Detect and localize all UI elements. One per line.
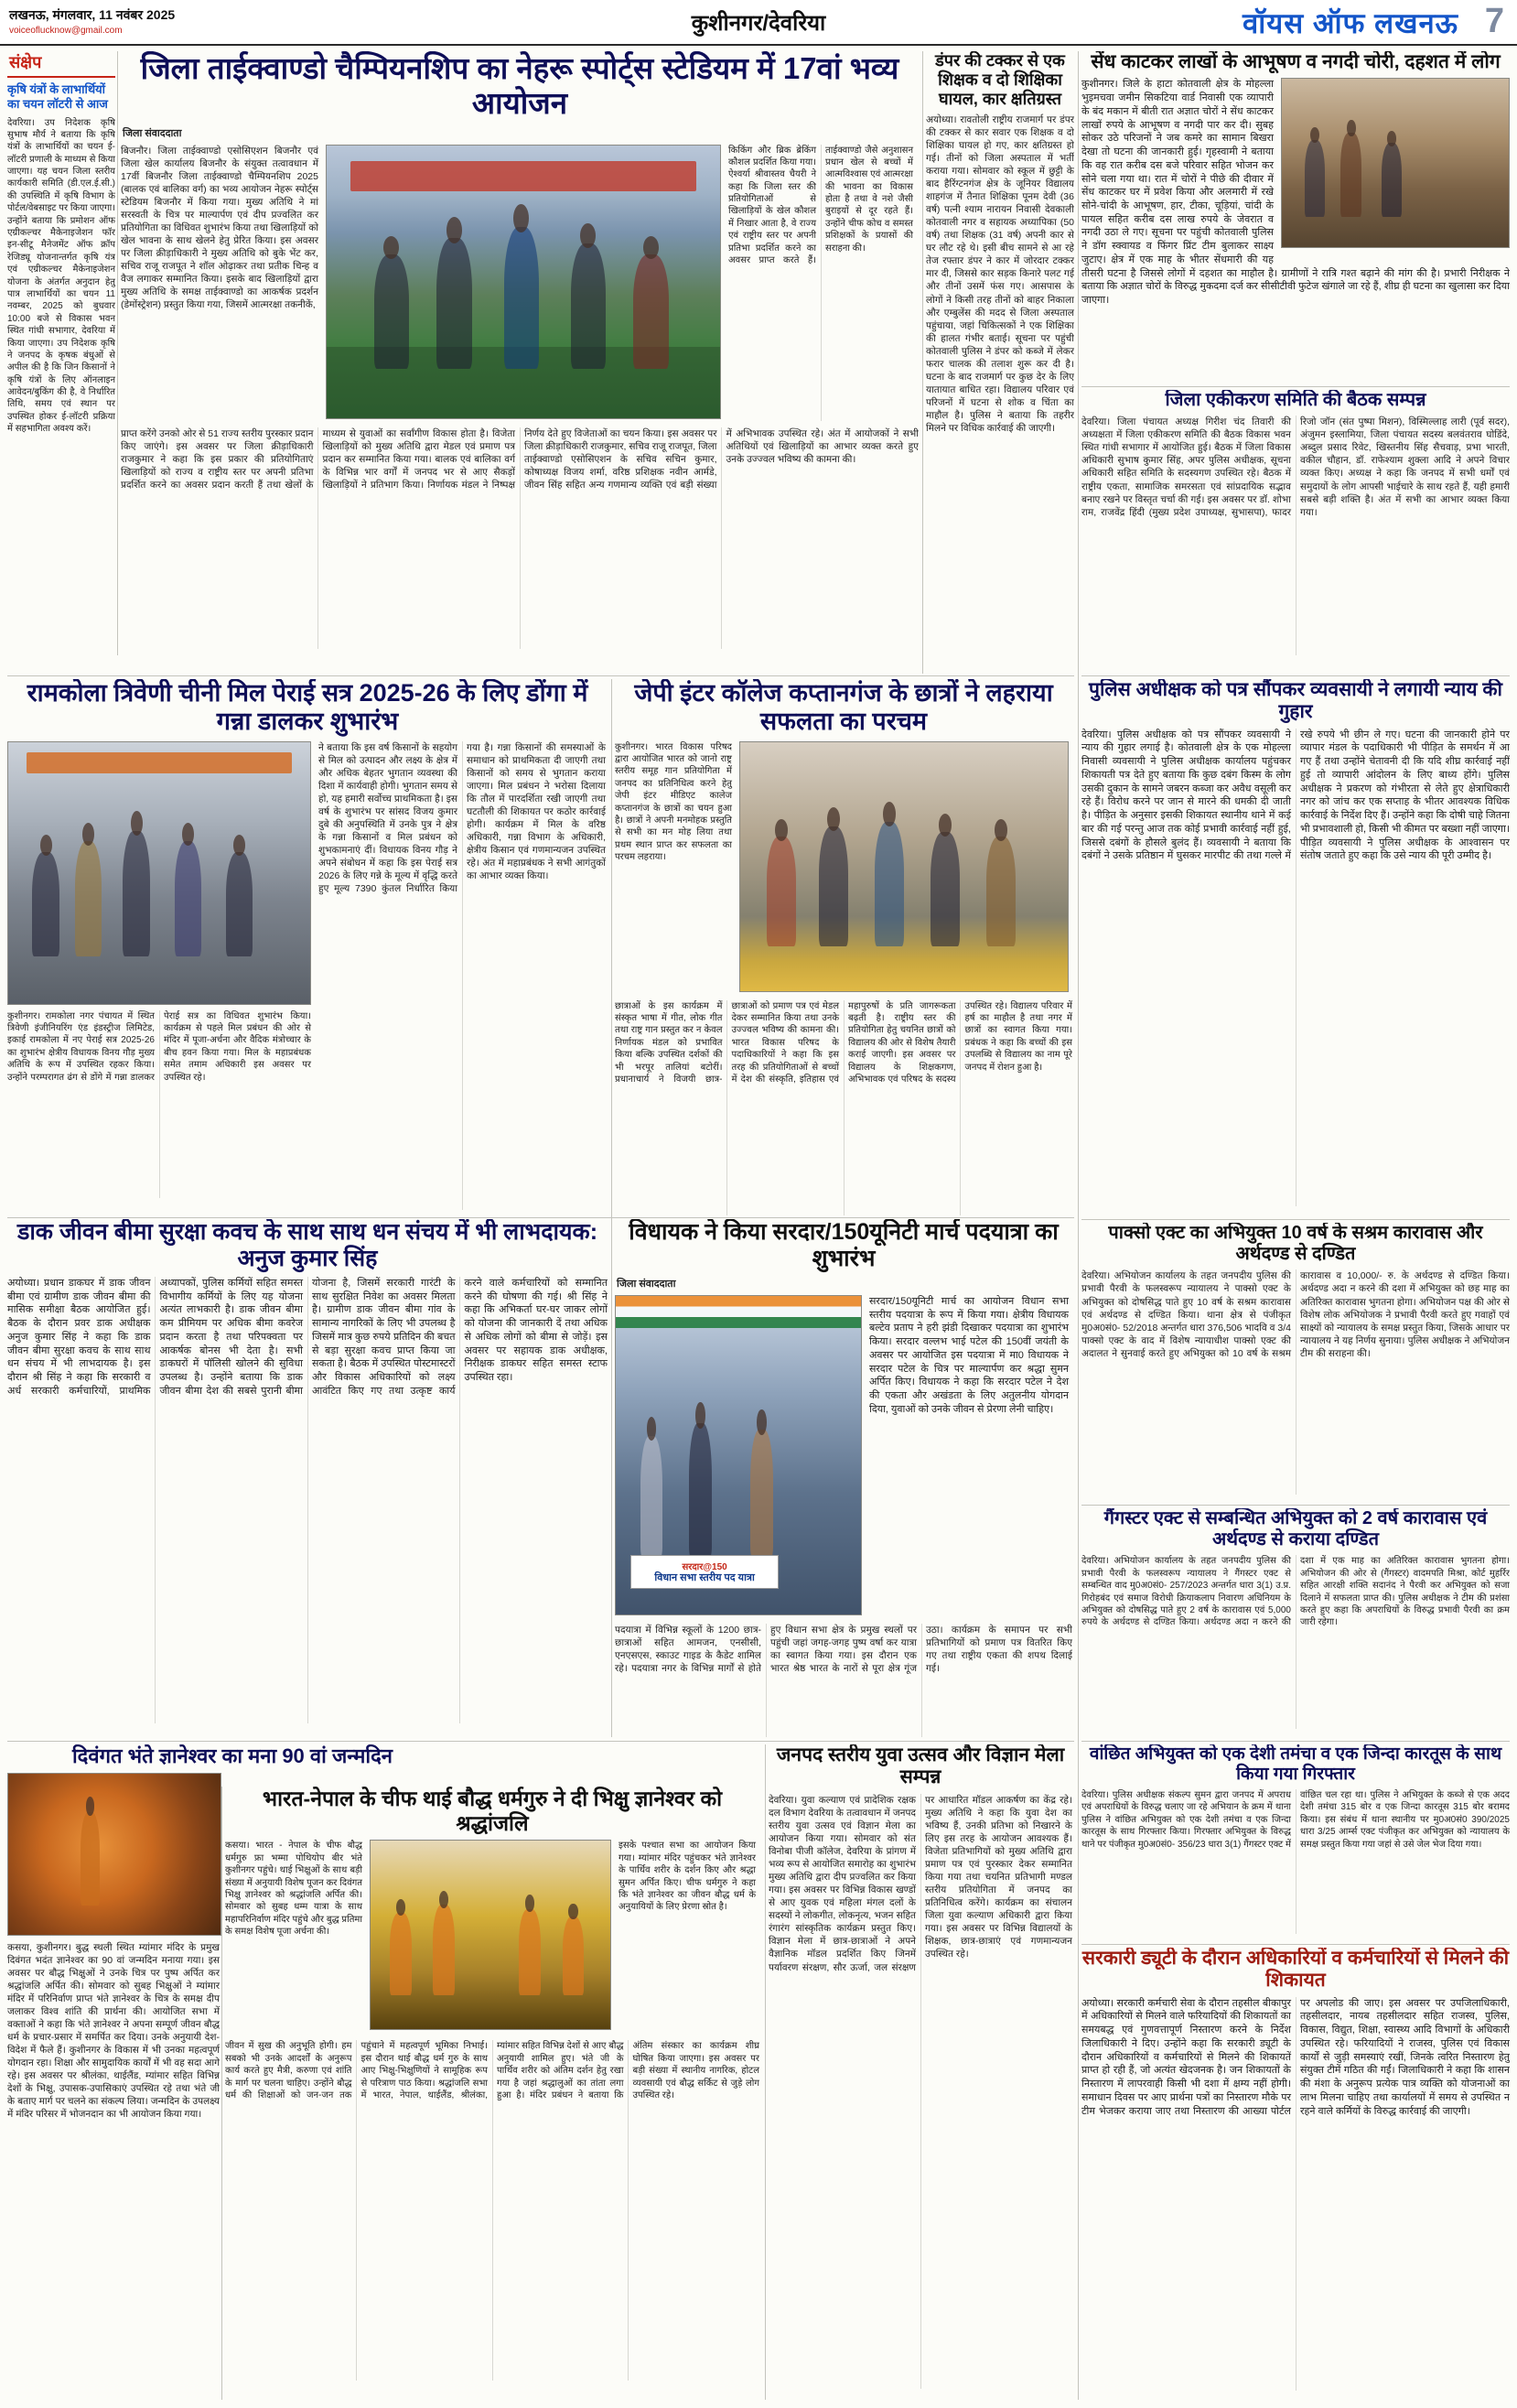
photo-figure — [374, 254, 410, 369]
photo-figure — [226, 852, 253, 956]
publication-email: voiceoflucknow@gmail.com — [9, 26, 123, 36]
article-sp-letter — [1081, 679, 1510, 1214]
article-headline: पाक्सो एक्ट का अभियुक्त 10 वर्ष के सश्रम कारावास और अर्थदण्ड से दण्डित — [1108, 1223, 1483, 1265]
article-headline: जिला ताईक्वाण्डो चैम्पियनशिप का नेहरू स्पोर्ट्स स्टेडियम में 17वां भव्य आयोजन — [140, 51, 899, 121]
masthead: वॉयस ऑफ लखनऊ — [1243, 7, 1458, 39]
article-body: देवरिया। युवा कल्याण एवं प्रादेशिक रक्षक दल विभाग देवरिया के तत्वावधान में जनपद स्तरीय युवा उत्सव एवं विज्ञान मेला का आयोजन किया गया। सोमवार को संत विनोबा पीजी कॉलेज, देवरिया के प्रांगण में भव्य रूप से आयोजित समारोह का शुभारंभ मुख्य अतिथि द्वारा दीप प्रज्वलित कर किया गया। इस अवसर पर विभिन्न विकास खण्डों से आए युवक एवं महिला मंगल दलों के सदस्यों ने लोकगीत, लोकनृत्य, भजन सहित रंगारंग सांस्कृतिक कार्यक्रम प्रस्तुत किए। विज्ञान मेला में छात्र-छात्राओं ने अपने वैज्ञानिक मॉडल प्रदर्शित किए जिनमें पर्यावरण संरक्षण, सौर ऊर्जा, जल संरक्षण पर आधारित मॉडल आकर्षण का केंद्र रहे। मुख्य अतिथि ने कहा कि युवा देश का भविष्य हैं, उनकी प्रतिभा को निखारने के लिए इस तरह के आयोजन आवश्यक हैं। विजेता प्रतिभागियों को मुख्य अतिथि द्वारा प्रमाण पत्र एवं पुरस्कार देकर सम्मानित किया गया तथा चयनित प्रतिभागी मण्डल स्तरीय प्रतियोगिता में जनपद का प्रतिनिधित्व करेंगे। कार्यक्रम का संचालन जिला युवा कल्याण अधिकारी द्वारा किया गया। इस अवसर पर विभिन्न विद्यालयों के शिक्षक, छात्र-छात्राएं एवं गणमान्यजन उपस्थित रहे। — [769, 1794, 1072, 1973]
article-byline: जिला संवाददाता — [617, 1279, 676, 1290]
article-body: देवरिया। पुलिस अधीक्षक को पत्र सौंपकर व्यवसायी ने न्याय की गुहार लगाई है। कोतवाली क्षेत्र के एक मोहल्ला निवासी व्यवसायी ने पुलिस अधीक्षक कार्यालय पहुंचकर शिकायती पत्र देते हुए बताया कि कुछ दबंग किस्म के लोग उसकी दुकान के सामने जबरन कब्जा कर अवैध वसूली कर रहे हैं। विरोध करने पर जान से मारने की धमकी दी जाती है। पीड़ित के अनुसार इसकी शिकायत स्थानीय थाने में कई बार की गई परन्तु आज तक कोई प्रभावी कार्रवाई नहीं हुई, जिससे दबंगों के हौसले बुलंद हैं। व्यवसायी ने बताया कि दबंगों ने उसके प्रतिष्ठान में घुसकर मारपीट की तथा गल्ले में रखे रुपये भी छीन ले गए। घटना की जानकारी होने पर व्यापार मंडल के पदाधिकारी भी पीड़ित के समर्थन में आ गए हैं तथा उन्होंने चेतावनी दी कि यदि शीघ्र कार्रवाई नहीं हुई तो व्यापारी आंदोलन के लिए बाध्य होंगे। पुलिस अधीक्षक ने प्रकरण को गंभीरता से लेते हुए क्षेत्राधिकारी नगर को जांच कर एक सप्ताह के भीतर आवश्यक विधिक कार्रवाई के निर्देश दिए हैं। उन्होंने कहा कि दोषी चाहे जितना भी प्रभावशाली हो, किसी भी कीमत पर बख्शा नहीं जाएगा। पीड़ित व्यवसायी ने पुलिस अधीक्षक के आश्वासन पर संतोष जताते हुए कहा कि उसे न्याय की पूरी उम्मीद है। — [1081, 729, 1510, 862]
taekwondo-photo — [326, 145, 721, 419]
article-headline: जेपी इंटर कॉलेज कप्तानगंज के छात्रों ने लहराया सफलता का परचम — [634, 679, 1053, 736]
photo-figure — [75, 841, 102, 956]
divider — [7, 1217, 1074, 1218]
article-body: किकिंग और ब्रिक ब्रेकिंग कौशल प्रदर्शित किया गया। ऐश्वर्या श्रीवास्तव चैयरी ने कहा कि जिला स्तर की प्रतियोगिताओं से खिलाड़ियों के खेल कौशल में निखार आता है, वे राज्य एवं राष्ट्रीय स्तर पर अपनी प्रतिभा प्रदर्शित करने का अवसर प्राप्त करते हैं। ताईक्वाण्डो जैसे अनुशासन प्रधान खेल से बच्चों में आत्मविश्वास एवं आत्मरक्षा की भावना का विकास होता है तथा वे नशे जैसी बुराइयों से दूर रहते हैं। उन्होंने चीफ कोच व समस्त प्रशिक्षकों के प्रयासों की सराहना की। — [728, 145, 913, 266]
banner-subtitle: विधान सभा स्तरीय पद यात्रा — [654, 1571, 755, 1583]
article-body: अयोध्या। प्रधान डाकघर में डाक जीवन बीमा एवं ग्रामीण डाक जीवन बीमा की मासिक समीक्षा बैठक आयोजित हुई। बैठक के दौरान प्रवर डाक अधीक्षक अनुज कुमार सिंह ने कहा कि डाक जीवन बीमा सुरक्षा कवच के साथ साथ धन संचय में भी लाभदायक है। इस दौरान श्री सिंह ने कहा कि सरकारी व अर्ध सरकारी कर्मचारियों, प्राथमिक अध्यापकों, पुलिस कर्मियों सहित समस्त विभागीय कर्मियों के लिए यह योजना अत्यंत लाभकारी है। डाक जीवन बीमा कम प्रीमियम पर अधिक बीमा कवरेज प्रदान करता है तथा परिपक्वता पर आकर्षक बोनस भी देता है। सभी डाकघरों में पॉलिसी खोलने की सुविधा उपलब्ध है। उन्होंने बताया कि डाक जीवन बीमा देश की सबसे पुरानी बीमा योजना है, जिसमें सरकारी गारंटी के साथ सुरक्षित निवेश का अवसर मिलता है। ग्रामीण डाक जीवन बीमा गांव के सामान्य नागरिकों के लिए भी उपलब्ध है जिसमें मात्र कुछ रुपये प्रतिदिन की बचत से बड़ा सुरक्षा कवच प्राप्त किया जा सकता है। बैठक में उपस्थित पोस्टमास्टरों और विकास अधिकारियों को लक्ष्य आवंटित किए गए तथा उत्कृष्ट कार्य करने वाले कर्मचारियों को सम्मानित करने की घोषणा की गई। श्री सिंह ने कहा कि अभिकर्ता घर-घर जाकर लोगों को योजना की जानकारी दें तथा अधिक से अधिक लोगों को बीमा से जोड़ें। इस अवसर पर सहायक डाक अधीक्षक, निरीक्षक डाकघर सहित समस्त स्टाफ उपस्थित रहा। — [7, 1278, 608, 1397]
banner-title: सरदार@150 — [682, 1561, 727, 1572]
divider — [1081, 386, 1510, 387]
article-byline: जिला संवाददाता — [123, 127, 182, 139]
article-body: अयोध्या। रावतोली राष्ट्रीय राजमार्ग पर डंपर की टक्कर से कार सवार एक शिक्षक व दो शिक्षिका घायल हो गए, कार क्षतिग्रस्त हो गई। तीनों को जिला अस्पताल में भर्ती कराया गया। सोमवार को स्कूल में छुट्टी के बाद हैरिंग्टनगंज क्षेत्र के जूनियर विद्यालय शाहगंज में तैनात शिक्षिका पूनम देवी (36 वर्ष) पत्नी श्याम नारायन निवासी देवकाली कोतवाली नगर व सहायक अध्यापिका (50 वर्ष) तथा शिक्षक (31 वर्ष) अपनी कार से घर लौट रहे थे। इसी बीच सामने से आ रहे तेज रफ्तार डंपर ने कार में जोरदार टक्कर मार दी, जिससे कार सड़क किनारे पलट गई और तीनों उसमें फंस गए। आसपास के लोगों ने किसी तरह तीनों को बाहर निकाला और एम्बुलेंस की मदद से जिला अस्पताल पहुंचाया, जहां चिकित्सकों ने एक शिक्षिका की हालत गंभीर बताई। सूचना पर पहुंची कोतवाली पुलिस ने डंपर को कब्जे में लेकर फरार चालक की तलाश शुरू कर दी है। घटना के बाद राजमार्ग पर कुछ देर के लिए यातायात बाधित रहा। विद्यालय परिवार एवं परिजनों में घटना से शोक व चिंता का माहौल है। पुलिस ने बताया कि तहरीर मिलने पर विधिक कार्रवाई की जाएगी। — [926, 113, 1074, 435]
article-body: कुशीनगर। रामकोला नगर पंचायत में स्थित त्रिवेणी इंजीनियरिंग एंड इंडस्ट्रीज लिमिटेड, इकाई रामकोला में नए पेराई सत्र 2025-26 का शुभारंभ क्षेत्रीय विधायक विनय गौड़ मुख्य अतिथि के रूप में उपस्थित रहकर किया। उन्होंने परम्परागत ढंग से डोंगे में गन्ना डालकर पेराई सत्र का विधिवत शुभारंभ किया। कार्यक्रम से पहले मिल प्रबंधन की ओर से मंदिर में पूजा-अर्चना और वैदिक मंत्रोच्चार के बीच हवन किया गया। मिल के महाप्रबंधक समेत तमाम अधिकारी इस अवसर पर उपस्थित रहे। — [7, 1010, 311, 1083]
article-headline: सेंध काटकर लाखों के आभूषण व नगदी चोरी, दहशत में लोग — [1091, 51, 1501, 72]
photo-banner-decor — [350, 161, 696, 191]
divider — [1081, 1944, 1510, 1945]
photo-figure — [931, 832, 960, 946]
article-headline: जनपद स्तरीय युवा उत्सव और विज्ञान मेला सम्पन्न — [776, 1744, 1065, 1788]
divider — [1078, 51, 1079, 2400]
article-headline: गैंगस्टर एक्ट से सम्बन्धित अभियुक्त को 2 वर्ष कारावास एवं अर्थदण्ड से कराया दण्डित — [1103, 1508, 1488, 1550]
article-gangster — [1081, 1508, 1510, 1737]
photo-figure — [1340, 133, 1361, 217]
photo-figure — [633, 254, 669, 369]
photo-figure — [986, 837, 1016, 946]
article-body: कुशीनगर। भारत विकास परिषद द्वारा आयोजित भारत को जानो राष्ट्र स्तरीय समूह गान प्रतियोगिता में जनपद का प्रतिनिधित्व करने हेतु जेपी इंटर मीडिएट कालेज कप्तानगंज के छात्रों का चयन हुआ है। छात्रों ने अपनी मनमोहक प्रस्तुति से सभी का मन मोह लिया तथा प्रथम स्थान प्राप्त कर सफलता का परचम लहराया। — [615, 741, 732, 863]
page-number: 7 — [1484, 2, 1504, 40]
brief-label: संक्षेप — [7, 51, 115, 78]
tribute-ritual-photo — [370, 1840, 611, 2030]
article-body: प्राप्त करेंगे उनको ओर से 51 राज्य स्तरीय पुरस्कार प्रदान किए जाएंगे। इस अवसर पर जिला क्रीड़ाधिकारी राजकुमार ने कहा कि इस प्रकार की प्रतियोगिताएं खिलाड़ियों को राज्य व राष्ट्रीय स्तर पर अपनी प्रतिभा प्रदर्शित करने का अवसर प्रदान करती हैं तथा खेलों के माध्यम से युवाओं का सर्वांगीण विकास होता है। विजेता खिलाड़ियों को मुख्य अतिथि द्वारा मेडल एवं प्रमाण पत्र प्रदान कर सम्मानित किया गया। बालक एवं बालिका वर्ग के विभिन्न भार वर्गों में जनपद भर से आए सैकड़ों खिलाड़ियों ने प्रतिभाग किया। निर्णायक मंडल ने निष्पक्ष निर्णय देते हुए विजेताओं का चयन किया। इस अवसर पर जिला क्रीड़ाधिकारी राजकुमार, सचिव राजू राजपूत, जिला ताईक्वाण्डो एसोसिएशन के सचिव सचिन कुमार, कोषाध्यक्ष विजय शर्मा, वरिष्ठ प्रशिक्षक नवीन आर्मडे, जीवन सिंह सहित अन्य गणमान्य व्यक्ति एवं बड़ी संख्या में अभिभावक उपस्थित रहे। अंत में आयोजकों ने सभी अतिथियों एवं खिलाड़ियों का आभार व्यक्त करते हुए उनके उज्ज्वल भविष्य की कामना की। — [121, 427, 919, 491]
article-brief — [7, 51, 115, 655]
header-rule — [0, 44, 1517, 46]
article-headline: डंपर की टक्कर से एक शिक्षक व दो शिक्षिका घायल, कार क्षतिग्रस्त — [935, 51, 1065, 108]
article-headline: वांछित अभियुक्त को एक देशी तमंचा व एक जिन्दा कारतूस के साथ किया गया गिरफ्तार — [1089, 1744, 1502, 1785]
photo-figure — [640, 1436, 662, 1557]
article-ramkola — [7, 679, 608, 1215]
article-body: सरदार/150यूनिटी मार्च का आयोजन विधान सभा स्तरीय पदयात्रा के रूप में किया गया। क्षेत्रीय विधायक बल्टेव प्रताप ने हरी झंडी दिखाकर पदयात्रा का शुभारंभ किया। सरदार वल्लभ भाई पटेल की 150वीं जयंती के अवसर पर आयोजित इस पदयात्रा में मा0 विधायक ने सरदार पटेल के चित्र पर माल्यार्पण कर श्रद्धा सुमन अर्पित किए। विधायक ने कहा कि सरदार पटेल ने देश की एकता और अखंडता के लिए अतुलनीय योगदान दिया, युवाओं को उनके जीवन से प्रेरणा लेनी चाहिए। — [869, 1296, 1069, 1415]
divider — [1081, 1741, 1510, 1742]
photo-figure — [32, 852, 59, 956]
photo-figure — [390, 1913, 412, 1996]
article-headline: भारत-नेपाल के चीफ थाई बौद्ध धर्मगुरु ने दी भिक्षु ज्ञानेश्वर को श्रद्धांजलि — [262, 1787, 723, 1835]
article-body: ने बताया कि इस वर्ष किसानों के सहयोग से मिल को उत्पादन और लक्ष्य के क्षेत्र में और अधिक बेहतर भुगतान व्यवस्था की दिशा में कार्यवाही होगी। भुगतान समय से हो, यह हमारी सर्वोच्च प्राथमिकता है। इस वर्ष के शुभारंभ पर सांसद विजय कुमार दुबे की अनुपस्थिति में उनके पुत्र ने क्षेत्र के गन्ना किसानों व मिल प्रबंधन को शुभकामनाएं दीं। विधायक विनय गौड़ ने अपने संबोधन में कहा कि इस पेराई सत्र 2026 के लिए गन्ने के मूल्य में वृद्धि करते हुए मूल्य 7390 कुंतल निर्धारित किया गया है। गन्ना किसानों की समस्याओं के समाधान को प्राथमिकता दी जाएगी तथा किसानों को समय से भुगतान कराया जाएगा। मिल प्रबंधन ने भरोसा दिलाया कि तौल में पारदर्शिता रखी जाएगी तथा घटतौली की शिकायत पर कठोर कार्रवाई होगी। कार्यक्रम में मिल के वरिष्ठ अधिकारी, गन्ना विभाग के अधिकारी, क्षेत्रीय किसान एवं गणमान्यजन उपस्थित रहे। अंत में महाप्रबंधक ने सभी आगंतुकों का आभार व्यक्त किया। — [318, 741, 606, 895]
photo-figure — [1305, 140, 1325, 218]
photo-figure — [433, 1905, 455, 1995]
article-body: देवरिया। अभियोजन कार्यालय के तहत जनपदीय पुलिस की प्रभावी पैरवी के फलस्वरूप न्यायालय ने गैंगस्टर एक्ट से सम्बन्धित वाद मु0अ0सं0- 257/2023 अन्तर्गत धारा 3(1) उ.प्र. गिरोहबंद एवं समाज विरोधी क्रियाकलाप निवारण अधिनियम के अभियुक्त को दोषसिद्ध पाते हुए 2 वर्ष के कारावास एवं 5,000 रुपये के अर्थदण्ड से दण्डित किया। अर्थदण्ड अदा न करने की दशा में एक माह का अतिरिक्त कारावास भुगतना होगा। अभियोजन की ओर से (गैंगस्टर) वादमपति मिश्रा, कोर्ट मुहर्रिर सहित आरक्षी शक्ति सदानंद ने पैरवी कर अभियुक्त को सजा दिलाने में सफलता प्राप्त की। पुलिस अधीक्षक ने टीम की प्रशंसा करते हुए कहा कि अपराधियों के विरुद्ध प्रभावी पैरवी का क्रम जारी रहेगा। — [1081, 1556, 1510, 1628]
article-dumper — [926, 51, 1074, 674]
divider — [7, 1741, 1074, 1742]
article-body: जीवन में सुख की अनुभूति होगी। हम सबको भी उनके आदर्शों के अनुरूप कार्य करते हुए मैत्री, करुणा एवं शांति के मार्ग पर चलना चाहिए। उन्होंने बौद्ध धर्म की शिक्षाओं को जन-जन तक पहुंचाने में महत्वपूर्ण भूमिका निभाई। इस दौरान थाई बौद्ध धर्म गुरु के साथ आए भिक्षु-भिक्षुणियों ने सामूहिक रूप से परित्राण पाठ किया। श्रद्धांजलि सभा में भारत, नेपाल, थाईलैंड, श्रीलंका, म्यांमार सहित विभिन्न देशों से आए बौद्ध अनुयायी शामिल हुए। भंते जी के पार्थिव शरीर को अंतिम दर्शन हेतु रखा गया है जहां श्रद्धालुओं का तांता लगा हुआ है। मंदिर प्रबंधन ने बताया कि अंतिम संस्कार का कार्यक्रम शीघ्र घोषित किया जाएगा। इस अवसर पर बड़ी संख्या में स्थानीय नागरिक, होटल व्यवसायी एवं बौद्ध सर्किट से जुड़े लोग उपस्थित रहे। — [225, 2041, 759, 2100]
photo-figure — [504, 227, 540, 369]
article-body: पदयात्रा में विभिन्न स्कूलों के 1200 छात्र-छात्राओं सहित आमजन, एनसीसी, एनएसएस, स्काउट गाइड के कैडेट शामिल रहे। पदयात्रा नगर के विभिन्न मार्गों से होते हुए विधान सभा क्षेत्र के प्रमुख स्थलों पर पहुंची जहां जगह-जगह पुष्प वर्षा कर यात्रा का स्वागत किया गया। इस दौरान एक भारत श्रेष्ठ भारत के नारों से पूरा क्षेत्र गूंज उठा। कार्यक्रम के समापन पर सभी प्रतिभागियों को प्रमाण पत्र वितरित किए गए तथा राष्ट्रीय एकता की शपथ दिलाई गई। — [615, 1625, 1072, 1675]
photo-figure — [1382, 143, 1402, 217]
sugar-mill-photo — [7, 741, 311, 1005]
article-headline: डाक जीवन बीमा सुरक्षा कवच के साथ साथ धन संचय में भी लाभदायक: अनुज कुमार सिंह — [16, 1219, 598, 1271]
article-taekwondo — [121, 51, 919, 674]
article-body: देवरिया। अभियोजन कार्यालय के तहत जनपदीय पुलिस की प्रभावी पैरवी के फलस्वरूप न्यायालय ने पाक्सो एक्ट के अभियुक्त को दोषसिद्ध पाते हुए 10 वर्ष के सश्रम कारावास एवं अर्थदण्ड से दण्डित किया। थाना क्षेत्र से पंजीकृत मु0अ0सं0- 52/2018 अन्तर्गत धारा 376,506 भादवि व 3/4 पाक्सो एक्ट के वाद में विशेष न्यायाधीश पाक्सो एक्ट की अदालत ने सुनवाई करते हुए अभियुक्त को 10 वर्ष के सश्रम कारावास व 10,000/- रु. के अर्थदण्ड से दण्डित किया। अर्थदण्ड अदा न करने की दशा में अभियुक्त को छह माह का अतिरिक्त कारावास भुगतना होगा। अभियोजन पक्ष की ओर से विशेष लोक अभियोजक ने प्रभावी पैरवी करते हुए गवाहों एवं साक्ष्यों को न्यायालय के समक्ष प्रस्तुत किया, जिसके आधार पर न्यायालय ने यह निर्णय सुनाया। पुलिस अधीक्षक ने अभियोजन टीम की सराहना की। — [1081, 1270, 1510, 1359]
photo-figure — [750, 1430, 772, 1557]
photo-figure — [571, 243, 607, 369]
article-pocso — [1081, 1223, 1510, 1501]
edition-date: लखनऊ, मंगलवार, 11 नवंबर 2025 — [9, 7, 176, 22]
students-group-photo — [739, 741, 1069, 992]
page-header — [0, 0, 1517, 44]
divider — [117, 51, 118, 655]
article-body: छात्राओं के इस कार्यक्रम में संस्कृत भाषा में गीत, लोक गीत तथा राष्ट्र गान प्रस्तुत कर न केवल निर्णायक मंडल को प्रभावित किया बल्कि उपस्थित दर्शकों की भी भरपूर तालियां बटोरीं। प्रधानाचार्य ने विजयी छात्र-छात्राओं को प्रमाण पत्र एवं मेडल देकर सम्मानित किया तथा उनके उज्ज्वल भविष्य की कामना की। भारत विकास परिषद के पदाधिकारियों ने कहा कि इस तरह की प्रतियोगिताओं से बच्चों में देश की संस्कृति, इतिहास एवं महापुरुषों के प्रति जागरूकता बढ़ती है। राष्ट्रीय स्तर की प्रतियोगिता हेतु चयनित छात्रों को विद्यालय की ओर से विशेष तैयारी कराई जाएगी। इस अवसर पर विद्यालय के शिक्षकगण, अभिभावक एवं परिषद के सदस्य उपस्थित रहे। विद्यालय परिवार में हर्ष का माहौल है तथा नगर में छात्रों का स्वागत किया गया। प्रबंधक ने कहा कि बच्चों की इस उपलब्धि से विद्यालय का नाम पूरे जनपद में रोशन हुआ है। — [615, 1000, 1072, 1085]
article-body: कुशीनगर। जिले के हाटा कोतवाली क्षेत्र के मोहल्ला भुइमचवा जमीन सिकटिया वार्ड निवासी एक व्यापारी के बंद मकान में बीती रात अज्ञात चोरों ने सेंध काटकर लाखों रुपये के आभूषण व नगदी पार कर दी। सुबह सोकर उठे परिजनों ने जब कमरे का सामान बिखरा देखा तो घटना की जानकारी हुई। गृहस्वामी ने बताया कि वह रात करीब दस बजे परिवार सहित भोजन कर सोने चला गया था। रात में चोरों ने पीछे की दीवार में सेंध काटकर घर में प्रवेश किया और अलमारी में रखे सोने-चांदी के आभूषण, हार, टीका, चूड़ियां, चांदी के पायल सहित करीब दस लाख रुपये के जेवरात व नगदी उठा ले गए। सूचना पर पहुंची कोतवाली पुलिस ने डॉग स्क्वायड व फिंगर प्रिंट टीम बुलाकर साक्ष्य जुटाए। क्षेत्र में एक माह के भीतर सेंधमारी की यह तीसरी घटना है जिससे लोगों में दहशत का माहौल है। ग्रामीणों ने रात्रि गश्त बढ़ाने की मांग की है। प्रभारी निरीक्षक ने बताया कि अज्ञात चोरों के विरुद्ध मुकदमा दर्ज कर सीसीटीवी फुटेज खंगाले जा रहे हैं, शीघ्र ही घटना का खुलासा कर दिया जाएगा। — [1081, 79, 1510, 307]
divider — [611, 679, 612, 1737]
divider — [765, 1744, 766, 2400]
article-body: बिजनौर। जिला ताईक्वाण्डो एसोसिएशन बिजनौर एवं जिला खेल कार्यालय बिजनौर के संयुक्त तत्वावधान में 17वीं बिजनौर जिला ताईक्वाण्डो चैम्पियनशिप 2025 (बालक एवं बालिका वर्ग) का भव्य आयोजन नेहरू स्पोर्ट्स स्टेडियम बिजनौर में किया गया। मुख्य अतिथि ने मां सरस्वती के चित्र पर माल्यार्पण एवं दीप प्रज्वलित कर प्रतियोगिता का विधिवत शुभारंभ किया तथा खिलाड़ियों को खेल भावना के साथ खेलने हेतु प्रेरित किया। इस अवसर पर जिला क्रीड़ाधिकारी ने मुख्य अतिथि को बुके भेंट कर, सचिव राजू राजपूत ने शॉल ओढ़ाकर तथा प्रतीक चिन्ह व वैज लगाकर सम्मानित किया। इसके बाद खिलाड़ियों द्वारा मुख्य अतिथि के समक्ष ताईक्वाण्डो का आकर्षक प्रदर्शन (डेमोंस्ट्रेशन) प्रस्तुत किया गया, जिसमें आत्मरक्षा तकनीकें, — [121, 145, 318, 311]
tricolor-flag-decor — [616, 1296, 861, 1328]
divider — [7, 675, 1074, 676]
section-title: कुशीनगर/देवरिया — [691, 11, 826, 36]
divider — [221, 1787, 222, 2400]
article-jp-college — [615, 679, 1072, 1215]
photo-figure — [689, 1423, 711, 1557]
photo-figure — [123, 831, 150, 956]
article-theft — [1081, 51, 1510, 383]
march-banner — [630, 1555, 779, 1589]
divider — [1081, 675, 1510, 676]
photo-figure — [519, 1909, 541, 1996]
article-postal — [7, 1219, 608, 1737]
theft-scene-photo — [1281, 78, 1510, 248]
article-body: देवरिया। पुलिस अधीक्षक संकल्प सुमन द्वारा जनपद में अपराध एवं अपराधियों के विरुद्ध चलाए जा रहे अभियान के क्रम में थाना पुलिस ने वांछित अभियुक्त को एक देशी तमंचा व एक जिन्दा कारतूस के साथ गिरफ्तार किया। गिरफ्तार अभियुक्त के विरुद्ध थाने पर पंजीकृत मु0अ0सं0- 356/23 धारा 3(1) गैंगस्टर एक्ट में वांछित चल रहा था। पुलिस ने अभियुक्त के कब्जे से एक अदद देशी तमंचा 315 बोर व एक जिन्दा कारतूस 315 बोर बरामद किया। इस संबंध में थाना स्थानीय पर मु0अ0सं0 390/2025 धारा 3/25 आर्म्स एक्ट पंजीकृत कर अभियुक्त को न्यायालय के समक्ष प्रस्तुत किया गया जहां से उसे जेल भेज दिया गया। — [1081, 1790, 1510, 1850]
photo-figure — [81, 1812, 100, 1906]
monk-portrait-photo — [7, 1773, 221, 1936]
photo-figure — [175, 841, 202, 956]
article-body: अयोध्या। सरकारी कर्मचारी सेवा के दौरान तहसील बीकापुर में अधिकारियों से मिलने वाले फरियादियों की शिकायतों का समयबद्ध एवं गुणवत्तापूर्ण निस्तारण करने के निर्देश जिलाधिकारी ने दिए। उन्होंने कहा कि सरकारी ड्यूटी के दौरान अधिकारियों व कर्मचारियों से मिलने की शिकायतें प्राप्त हो रही हैं, जो अत्यंत खेदजनक है। जन शिकायतों के निस्तारण में लापरवाही किसी भी दशा में क्षम्य नहीं होगी। समाधान दिवस पर आए प्रार्थना पत्रों का निस्तारण मौके पर टीम भेजकर कराया जाए तथा निस्तारण की आख्या पोर्टल पर अपलोड की जाए। इस अवसर पर उपजिलाधिकारी, तहसीलदार, नायब तहसीलदार सहित राजस्व, पुलिस, विकास, विद्युत, शिक्षा, स्वास्थ्य आदि विभागों के अधिकारी उपस्थित रहे। फरियादियों ने राजस्व, पुलिस एवं विकास कार्यों से जुड़ी समस्याएं रखीं, जिनके त्वरित निस्तारण हेतु संयुक्त टीमें गठित की गईं। जिलाधिकारी ने कहा कि शासन की मंशा के अनुरूप प्रत्येक पात्र व्यक्ति को योजनाओं का लाभ मिलना चाहिए तथा कार्यालयों में समय से उपस्थित न रहने वाले कर्मियों के विरुद्ध कार्रवाई की जाएगी। — [1081, 1997, 1510, 2117]
photo-figure — [767, 837, 796, 946]
article-wanted — [1081, 1744, 1510, 1940]
divider — [922, 51, 923, 674]
photo-figure — [436, 238, 472, 369]
article-body: देवरिया। उप निदेशक कृषि सुभाष मौर्य ने बताया कि कृषि यंत्रों के लाभार्थियों का चयन ई-लॉटरी प्रणाली के माध्यम से किया जाएगा। यह चयन जिला स्तरीय कार्यकारी समिति (डी.एल.ई.सी.) की उपस्थिति में कृषि विभाग के पोर्टल/वेबसाइट पर किया जाएगा। उन्होंने बताया कि प्रमोशन ऑफ एग्रीकल्चर मैकेनाइजेशन फॉर इन-सीटू मैनेजमेंट ऑफ क्रॉप रेजिड्यू योजनान्तर्गत कृषि यंत्र एवं एग्रीकल्चर मैकेनाइजेशन योजना के अंतर्गत अनुदान हेतु पात्र लाभार्थियों का चयन 11 नवम्बर, 2025 को बुधवार 10:00 बजे से विकास भवन स्थित गांधी सभागार, देवरिया में किया जाएगा। उप निदेशक कृषि ने जनपद के कृषक बंधुओं से अपील की है कि जिन किसानों ने कृषि यंत्रों के लिए ऑनलाइन आवेदन/बुकिंग की है, वे निर्धारित तिथि, समय एवं स्थान पर उपस्थित होकर ई-लॉटरी प्रक्रिया में सहभागिता अवश्य करें। — [7, 117, 115, 435]
article-body: इसके पश्चात सभा का आयोजन किया गया। म्यांमार मंदिर पहुंचकर भंते ज्ञानेश्वर के पार्थिव शरीर के दर्शन किए और श्रद्धा सुमन अर्पित किए। चीफ धर्मगुरु ने कहा कि भंते ज्ञानेश्वर का जीवन बौद्ध धर्म के अनुयायियों के लिए प्रेरणा स्रोत है। — [619, 1841, 756, 1913]
article-body: देवरिया। जिला पंचायत अध्यक्ष गिरीश चंद तिवारी की अध्यक्षता में जिला एकीकरण समिति की बैठक विकास भवन स्थित गांधी सभागार में आयोजित हुई। बैठक में जिला विकास अधिकारी सुभाष कुमार सिंह, अपर पुलिस अधीक्षक, सूचना अधिकारी सहित समिति के सदस्यगण उपस्थित रहे। बैठक में राष्ट्रीय एकता, सामाजिक समरसता एवं सांप्रदायिक सद्भाव बनाए रखने पर विस्तृत चर्चा की गई। इस अवसर पर डॉ. शोभा राम, राजवेंद्र हिंदी (मुख्य प्रदेश उपाध्यक्ष, सुभासपा), फादर रिजो जॉन (संत पुष्पा मिशन), विस्मिल्लाह लारी (पूर्व सदर), अंजुमन इस्लामिया, जिला पंचायत सदस्य बलवंतराव घोडिंदे, अब्दुल प्रसाद रिवेट, खिस्तनीय सिंह सैचवाड़, प्रभा भारती, वकील चौहान, डॉ. राफेश्याम शुक्ला आदि ने अपने विचार व्यक्त किए। अध्यक्ष ने कहा कि जनपद में सभी धर्मों एवं समुदायों के लोग आपसी भाईचारे के साथ रहते हैं, यही हमारी सबसे बड़ी शक्ति है। अंत में सभी का आभार व्यक्त किया गया। — [1081, 416, 1510, 518]
article-youth — [769, 1744, 1072, 2401]
photo-banner-decor — [27, 752, 292, 773]
article-headline: सरकारी ड्यूटी के दौरान अधिकारियों व कर्मचारियों से मिलने की शिकायत — [1081, 1948, 1510, 1992]
article-headline: पुलिस अधीक्षक को पत्र सौंपकर व्यवसायी ने लगायी न्याय की गुहार — [1089, 679, 1502, 723]
photo-figure — [563, 1917, 585, 1996]
divider — [1081, 1219, 1510, 1220]
article-body: कसया। भारत - नेपाल के चीफ बौद्ध धर्मगुरु फ्रा भम्मा पोथियोप बीर भंते कुशीनगर पहुंचे। थाई भिक्षुओं के साथ बड़ी संख्या में अनुयायी विशेष पूजन कर दिवंगत भिक्षु ज्ञानेश्वर को श्रद्धांजलि अर्पित की। सोमवार को सुबह धम्म यात्रा के साथ महापरिनिर्वाण मंदिर पहुंचे और बुद्ध प्रतिमा के समक्ष विशेष पूजा अर्चना की। — [225, 1841, 362, 1938]
article-thai — [225, 1787, 759, 2401]
article-headline: जिला एकीकरण समिति की बैठक सम्पन्न — [1165, 390, 1426, 410]
photo-figure — [819, 826, 848, 946]
article-integration — [1081, 390, 1510, 672]
article-headline: विधायक ने किया सरदार/150यूनिटी मार्च पदयात्रा का शुभारंभ — [629, 1219, 1059, 1271]
divider — [1081, 1505, 1510, 1506]
article-duty — [1081, 1948, 1510, 2400]
brief-headline: कृषि यंत्रों के लाभार्थियों का चयन लॉटरी से आज — [7, 82, 108, 112]
article-headline: दिवंगत भंते ज्ञानेश्वर का मना 90 वां जन्मदिन — [71, 1744, 393, 1767]
photo-figure — [875, 822, 904, 946]
march-photo — [615, 1295, 862, 1615]
article-march — [615, 1219, 1072, 1737]
article-headline: रामकोला त्रिवेणी चीनी मिल पेराई सत्र 2025-26 के लिए डोंगा में गन्ना डालकर शुभारंभ — [27, 679, 588, 736]
article-body: कसया, कुशीनगर। बुद्ध स्थली स्थित म्यांमार मंदिर के प्रमुख दिवंगत भदंत ज्ञानेश्वर का 90 वां जन्मदिन मनाया गया। इस अवसर पर बौद्ध भिक्षुओं ने उनके चित्र पर पुष्प अर्पित कर श्रद्धांजलि अर्पित की। सोमवार को सुबह भिक्षुओं ने म्यांमार मंदिर में परिनिर्वाण प्राप्त भंते ज्ञानेश्वर के चित्र के समक्ष दीप जलाकर विश्व शांति की प्रार्थना की। आयोजित सभा में वक्ताओं ने कहा कि भंते ज्ञानेश्वर ने अपना सम्पूर्ण जीवन बौद्ध धर्म के प्रचार-प्रसार में समर्पित कर दिया। उनके अनुयायी देश-विदेश में फैले हैं। कुशीनगर के विकास में भी उनका महत्वपूर्ण योगदान रहा। शिक्षा और सामुदायिक कार्यों में भी वह सदा आगे रहे। इस अवसर पर श्रीलंका, थाईलैंड, म्यांमार सहित विभिन्न देशों के भिक्षु, उपासक-उपासिकाएं उपस्थित रहे तथा भंते जी के बताए मार्ग पर चलने का संकल्प लिया। जन्मदिन के उपलक्ष्य में मंदिर परिसर में भोजनदान का भी आयोजन किया गया। — [7, 1941, 220, 2121]
